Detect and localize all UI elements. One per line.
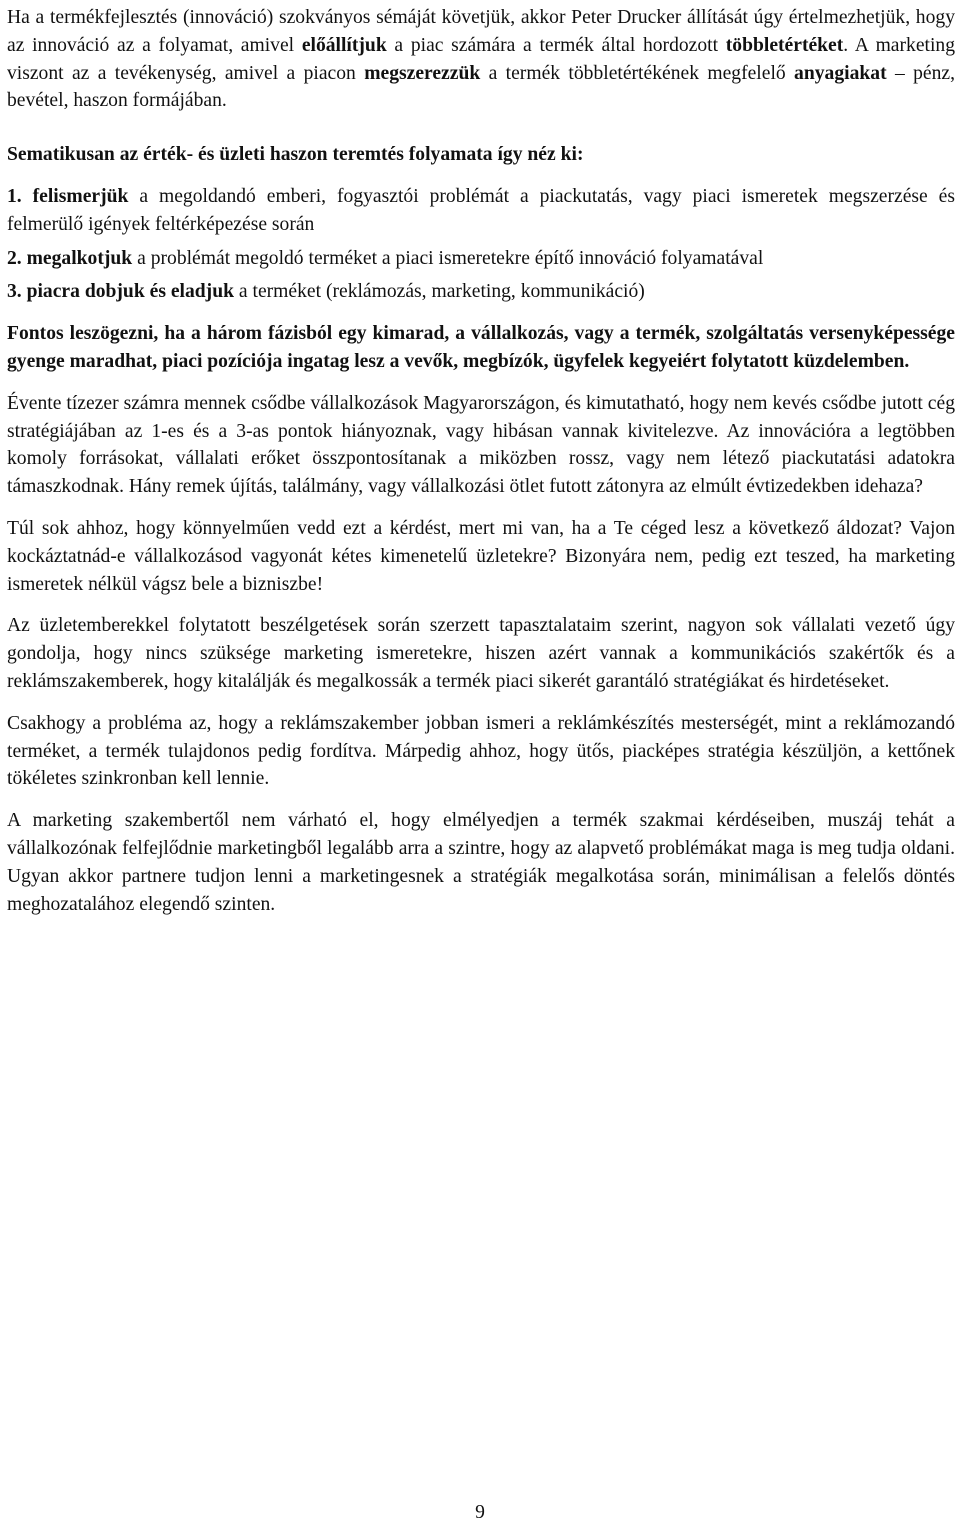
- body-paragraph: A marketing szakembertől nem várható el, hogy elmélyedjen a termék szakmai kérdéseiben, muszáj tehát a vállalkozónak felfejlődnie marketingből legalább arra a szintre, hogy az alapvető problémákat maga is meg tudja oldani. Ugyan akkor partnere tudjon lenni a marketingesnek a stratégiák megalkotása során, minimálisan a felelős döntés meghozatalához elegendő szinten.: [7, 810, 955, 915]
- list-item-label: 1. felismerjük: [7, 185, 129, 207]
- text-run: a piac számára a termék által hordozott: [386, 34, 726, 56]
- section-heading: Sematikusan az érték- és üzleti haszon teremtés folyamata így néz ki:: [7, 144, 584, 166]
- list-item-text: a terméket (reklámozás, marketing, kommunikáció): [234, 281, 645, 303]
- list-item-label: 2. megalkotjuk: [7, 247, 133, 269]
- list-item-text: a megoldandó emberi, fogyasztói problémát a piackutatás, vagy piaci ismeretek megszerzése és felmerülő igények feltérképezése során: [7, 185, 955, 235]
- list-item: [7, 245, 955, 273]
- text-run: Ha a termékfejlesztés (innováció) szokványos sémáját követjük, akkor Peter Drucker állítását úgy értelmezhetjük, hogy az innováció az a folyamat, amivel: [7, 7, 955, 56]
- bold-term: többletértéket: [725, 34, 844, 56]
- text-run: – pénz, bevétel, haszon formájában.: [7, 62, 955, 112]
- page-number: 9: [475, 1502, 485, 1523]
- list-item: [7, 278, 955, 306]
- body-paragraph: Túl sok ahhoz, hogy könnyelműen vedd ezt a kérdést, mert mi van, ha a Te céged lesz a következő áldozat? Vajon kockáztatnád-e vállalkozásod vagyonát kétes kimenetelű üzletekre? Bizonyára nem, pedig ezt teszed, ha marketing ismeretek nélkül vágsz bele a bizniszbe!: [7, 517, 955, 595]
- text-run: a termék többletértékének megfelelő: [480, 62, 795, 84]
- body-paragraph: Évente tízezer számra mennek csődbe vállalkozások Magyarországon, és kimutatható, hogy nem kevés csődbe jutott cég stratégiájában az 1-es és a 3-as pontok hiányoznak, vagy hibásan vannak kivitelezve. Az innovációra a legtöbben komoly forrásokat, vállalati erőket összpontosítanak a miközben rossz, vagy nem létező piackutatási adatokra támaszkodnak. Hány remek újítás, találmány, vagy vállalkozási ötlet futott zátonyra az elmúlt évtizedekben idehaza?: [7, 392, 955, 498]
- text-run: . A marketing viszont az a tevékenység, amivel a piacon: [7, 34, 956, 84]
- bold-term: előállítjuk: [301, 34, 387, 56]
- list-item-text: a problémát megoldó terméket a piaci ismeretekre építő innováció folyamatával: [132, 247, 764, 269]
- intro-paragraph: [7, 4, 955, 115]
- body-paragraph: Csakhogy a probléma az, hogy a reklámszakember jobban ismeri a reklámkészítés mesterségét, mint a reklámozandó terméket, a termék tulajdonos pedig fordítva. Márpedig ahhoz, hogy ütős, piacképes stratégia készüljön, a kettőnek tökéletes szinkronban kell lennie.: [7, 712, 955, 790]
- bold-term: megszerezzük: [364, 62, 481, 84]
- body-paragraph: Az üzletemberekkel folytatott beszélgetések során szerzett tapasztalataim szerint, nagyon sok vállalati vezető úgy gondolja, hogy nincs szüksége marketing ismeretekre, hiszen azért vannak a kommunikációs szakértők és a reklámszakemberek, hogy kitalálják és megalkossák a termék piaci sikerét garantáló stratégiákat és hirdetéseket.: [7, 615, 955, 692]
- emphasis-paragraph: Fontos leszögezni, ha a három fázisból egy kimarad, a vállalkozás, vagy a termék, szolgáltatás versenyképessége gyenge maradhat, piaci pozíciója ingatag lesz a vevők, megbízók, ügyfelek kegyeiért folytatott küzdelemben.: [7, 323, 955, 372]
- bold-term: anyagiakat: [794, 62, 887, 84]
- document-page: [7, 4, 955, 918]
- list-item: [7, 183, 955, 239]
- list-item-label: 3. piacra dobjuk és eladjuk: [7, 281, 235, 303]
